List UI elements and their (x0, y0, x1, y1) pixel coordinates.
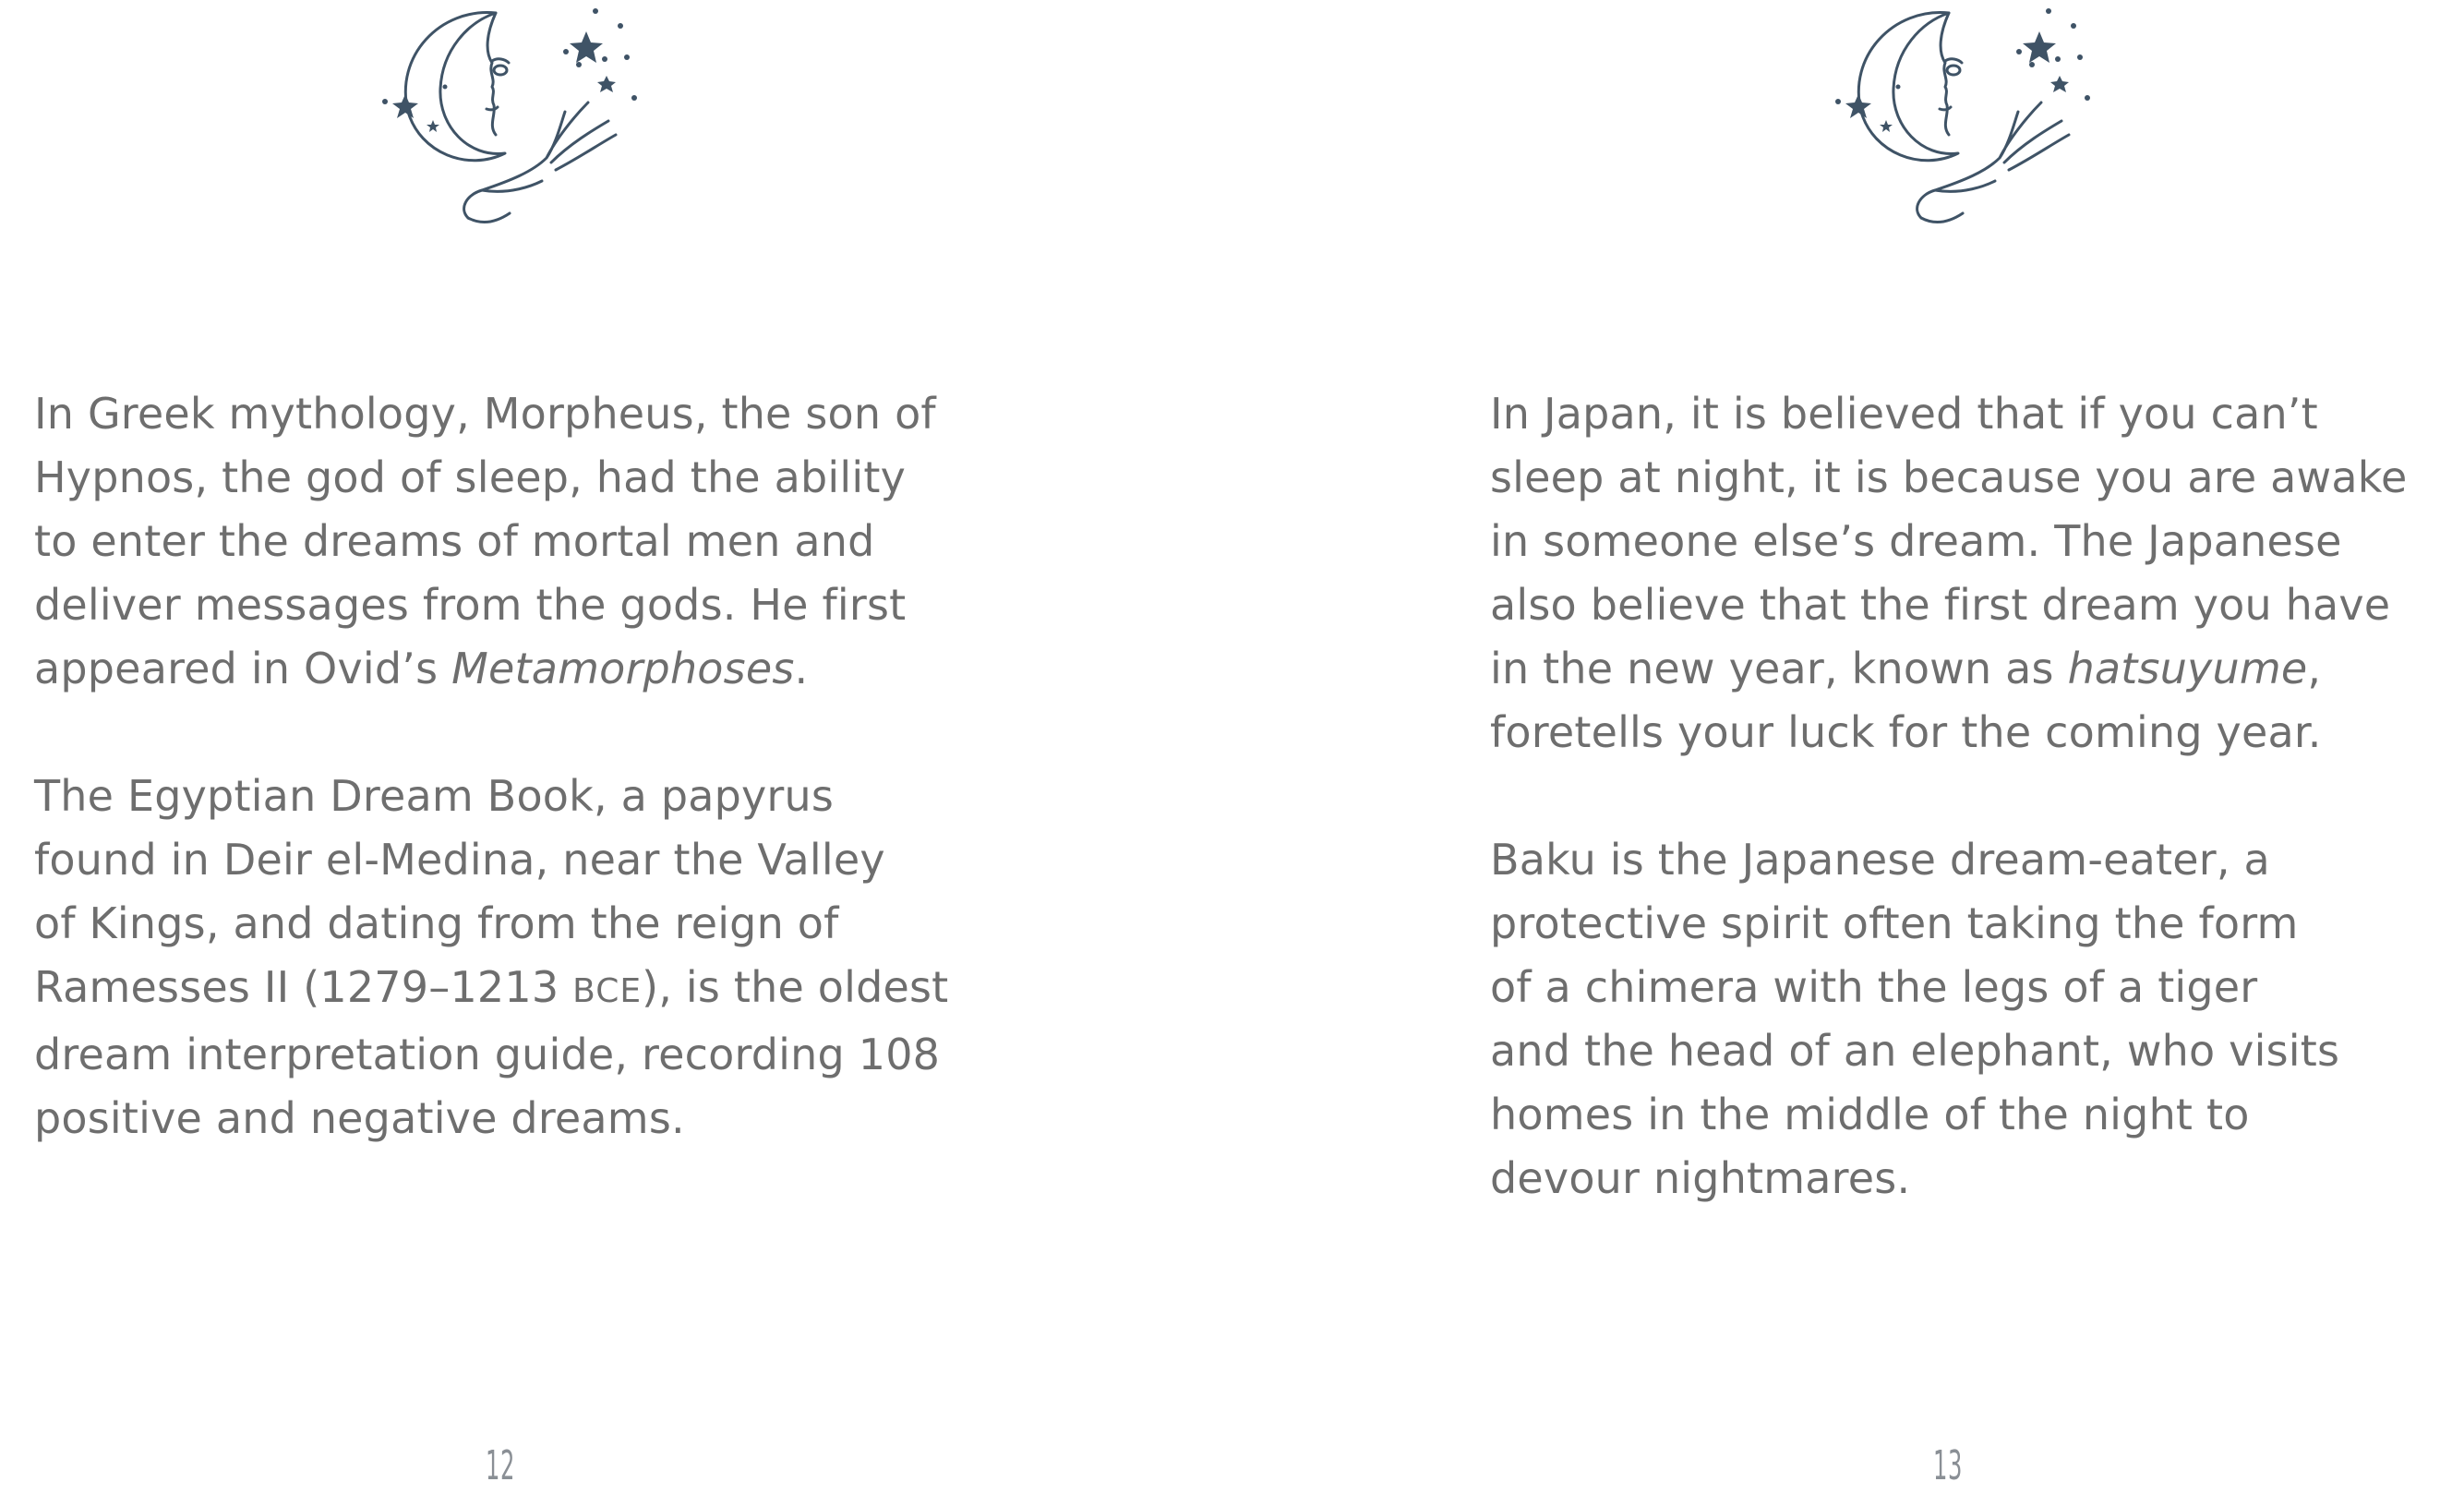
italic-title: Metamorphoses (451, 644, 795, 693)
text-line: dream interpretation guide, recording 108 (34, 1030, 941, 1079)
text-line: In Greek mythology, Morpheus, the son of (34, 389, 936, 439)
text-line (34, 637, 1031, 701)
paragraph-japan-dreams (1490, 382, 2464, 765)
paragraph-egyptian-dream-book (34, 765, 1031, 1151)
text-run: in the new year, known as (1490, 644, 2068, 693)
text-line: protective spirit often taking the form (1490, 898, 2299, 948)
page-number: 13 (1933, 1442, 1963, 1489)
text-line: Baku is the Japanese dream-eater, a (1490, 835, 2270, 885)
text-line (34, 956, 1031, 1023)
text-line (1490, 637, 2464, 701)
paragraph-baku (1490, 828, 2464, 1211)
moon-face-hand-stars-icon (1810, 6, 2106, 227)
left-body-text (34, 382, 1031, 1214)
text-line: In Japan, it is believed that if you can’t (1490, 389, 2318, 439)
text-run: Ramesses II (1279–1213 (34, 962, 573, 1012)
text-run: appeared in Ovid’s (34, 644, 452, 693)
text-line: sleep at night, it is because you are awake (1490, 452, 2408, 502)
text-line: foretells your luck for the coming year. (1490, 707, 2322, 757)
small-caps-era: BCE (572, 972, 643, 1010)
text-line: deliver messages from the gods. He first (34, 580, 907, 630)
text-line: of a chimera with the legs of a tiger (1490, 962, 2258, 1012)
italic-term: hatsuyume (2067, 644, 2308, 693)
text-line: found in Deir el-Medina, near the Valley (34, 835, 885, 885)
text-line: homes in the middle of the night to (1490, 1090, 2250, 1139)
text-line: Hypnos, the god of sleep, had the ability (34, 452, 907, 502)
text-line: also believe that the first dream you have (1490, 580, 2391, 630)
text-run: . (794, 644, 809, 693)
text-line: to enter the dreams of mortal men and (34, 516, 875, 566)
text-run: ), is the oldest (642, 962, 949, 1012)
right-body-text (1490, 382, 2464, 1274)
text-line: devour nightmares. (1490, 1153, 1911, 1203)
text-line: positive and negative dreams. (34, 1093, 685, 1143)
right-page (1232, 0, 2463, 1494)
text-line: of Kings, and dating from the reign of (34, 898, 839, 948)
moon-face-hand-stars-icon (357, 6, 653, 227)
page-number: 12 (486, 1442, 515, 1489)
text-run: , (2307, 644, 2322, 693)
text-line: and the head of an elephant, who visits (1490, 1026, 2340, 1076)
text-line: The Egyptian Dream Book, a papyrus (34, 771, 835, 821)
paragraph-morpheus (34, 382, 1031, 701)
text-line: in someone else’s dream. The Japanese (1490, 516, 2342, 566)
